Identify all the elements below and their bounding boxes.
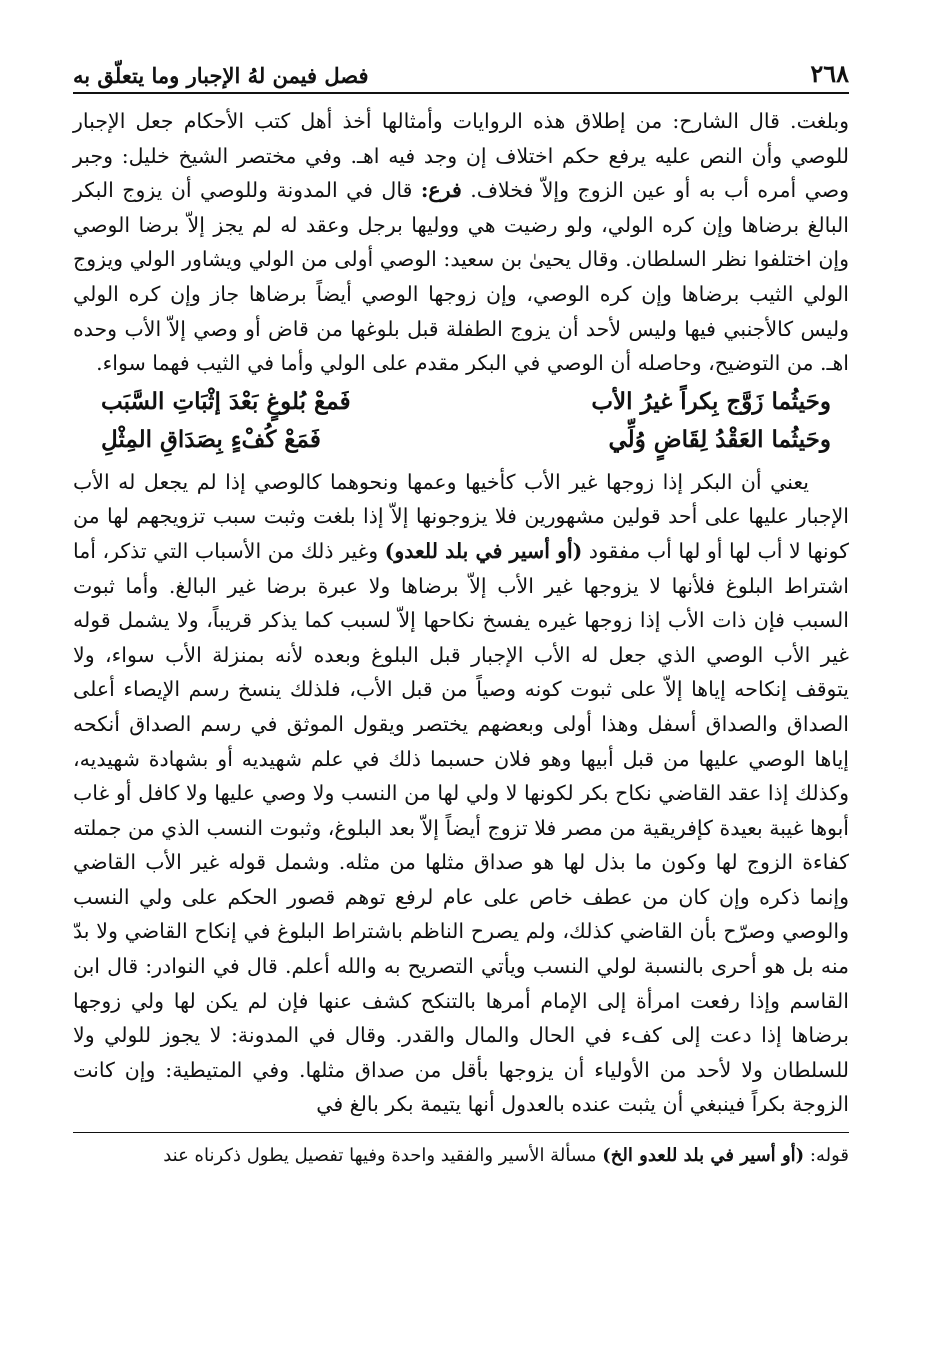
book-page bbox=[73, 48, 849, 1171]
running-title: فصل فيمن لهُ الإجبار وما يتعلّق به bbox=[73, 63, 369, 88]
paragraph-1 bbox=[73, 104, 849, 381]
footnote-prefix: قوله: bbox=[809, 1145, 849, 1167]
page-header bbox=[73, 48, 849, 94]
footnote-divider bbox=[73, 1132, 849, 1133]
paragraph-2-part-2: وغير ذلك من الأسباب التي تذكر، أما اشتراط البلوغ فلأنها لا يزوجها غير الأب إلاّ برضاها ولا عبرة برضا غير البالغ. وأما ثبوت السبب فإن ذات الأب إذا زوجها غيره يفسخ نكاحها إلاّ لسبب كما يذكر قريباً، ولا يشمل قوله غير الأب الوصي الذي جعل له الأب الإجبار قبل البلوغ وبعده لأنه بمنزلة الأب سواء، ولا يتوقف إنكاحه إياها إلاّ على ثبوت كونه وصياً من قبل الأب، فلذلك ينسخ رسم الإيصاء أعلى الصداق والصداق أسفل وهذا أولى وبعضهم يختصر ويقول الموثق في رسم الصداق أنكحه إياها الوصي عليها من قبل أبيها وهو فلان حسبما ذلك في علم شهيديه أو بشهادة شهيديه، وكذلك إذا عقد القاضي نكاح بكر لكونها لا ولي لها من النسب ولا وصي عليها ولا كافل أو غاب أبوها غيبة بعيدة كإفريقية من مصر فلا تزوج أيضاً إلاّ بعد البلوغ، وثبوت النسب الذي من جملته كفاءة الزوج لها وكون ما بذل لها هو صداق مثلها من مثله. وشمل قوله غير الأب القاضي وإنما ذكره وإن كان من عطف خاص على عام لرفع توهم قصور الحكم على ولي النسب والوصي وصرّح بأن القاضي كذلك، ولم يصرح الناظم باشتراط البلوغ في إنكاح القاضي ولا بدّ منه بل هو أحرى بالنسبة لولي النسب ويأتي التصريح به والله أعلم. قال في النوادر: قال ابن القاسم وإذا رفعت امرأة إلى الإمام أمرها بالتنكح كشف عنها فإن لم يكن لها ولي زوجها برضاها إذا دعت إلى كفء في الحال والمال والقدر. وقال في المدونة: لا يجوز للولي ولا للسلطان ولا لأحد من الأولياء أن يزوجها بأقل من صداق مثلها. وفي المتيطية: وإن كانت الزوجة بكراً فينبغي أن يثبت عنده بالعدول أنها يتيمة بكر بالغ في bbox=[73, 538, 849, 1117]
footnote-text: مسألة الأسير والفقيد واحدة وفيها تفصيل يطول ذكرناه عند bbox=[163, 1145, 597, 1167]
paragraph-1-part-1: وبلغت. قال الشارح: من إطلاق هذه الروايات وأمثالها أخذ أهل كتب الأحكام جعل الإجبار للوصي وأن النص عليه يرفع حكم اختلاف إن وجد فيه اهـ. وفي مختصر الشيخ خليل: وجبر وصي أمره أب به أو عين الزوج وإلاّ فخلاف. bbox=[73, 109, 849, 203]
verse-second-hemistich: فَمَعْ كُفْءٍ بِصَدَاقِ المِثْلِ bbox=[101, 425, 321, 453]
verse-line bbox=[73, 383, 849, 421]
verse-line bbox=[73, 421, 849, 459]
footnote-quoted-phrase: (أو أسير في بلد للعدو الخ) bbox=[602, 1145, 805, 1167]
verse-first-hemistich: وحَيثُما زَوَّج بِكراً غيرُ الأب bbox=[591, 387, 831, 415]
main-text bbox=[73, 104, 849, 1122]
far-label: فرع: bbox=[420, 178, 462, 203]
paragraph-1-part-2: قال في المدونة وللوصي أن يزوج البكر البالغ برضاها وإن كره الولي، ولو رضيت هي ووليها برجل وعقد له لم يجز إلاّ برضا الوصي وإن اختلفوا نظر السلطان. وقال يحيىٰ بن سعيد: الوصي أولى من الولي ويشاور الولي ويزوج الولي الثيب برضاها وإن كره الوصي، وإن زوجها الوصي أيضاً برضاها جاز وإن كره الولي وليس كالأجنبي فيها وليس لأحد أن يزوج الطفلة قبل بلوغها من قاض أو وصي إلاّ الأب وحده اهـ. من التوضيح، وحاصله أن الوصي في البكر مقدم على الولي وأما في الثيب فهما سواء. bbox=[73, 178, 849, 376]
poem-verses bbox=[73, 383, 849, 459]
verse-second-hemistich: فَمعْ بُلوغٍ بَعْدَ إثْبَاتِ السَّبَب bbox=[101, 387, 351, 415]
paragraph-2-part-1: يعني أن البكر إذا زوجها غير الأب كأخيها وعمها ونحوهما كالوصي إذا لم يجعل له الأب الإجبار عليها على أحد قولين مشهورين فلا يزوجونها إلاّ إذا بلغت وثبت سبب تزويجهم لها من كونها لا أب لها أو لها أب مفقود bbox=[73, 469, 849, 563]
footnote bbox=[73, 1141, 849, 1171]
paragraph-2 bbox=[73, 465, 849, 1122]
page-number: ٢٦٨ bbox=[810, 59, 849, 88]
verse-first-hemistich: وحَيثُما العَقْدُ لِقَاضٍ وُلِّي bbox=[608, 425, 831, 453]
quoted-phrase: (أو أسير في بلد للعدو) bbox=[384, 538, 583, 563]
